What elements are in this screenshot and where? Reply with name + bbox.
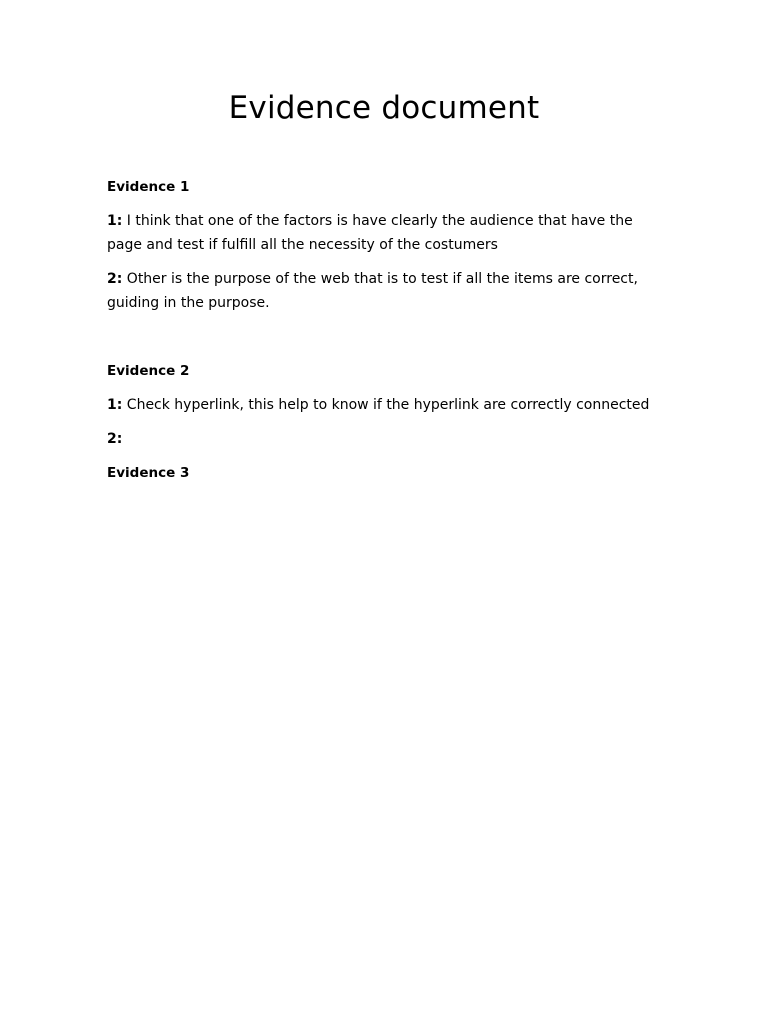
- evidence-1-item-1-text-1: I think that one of the factors is have clearly the audience that have the: [122, 213, 633, 229]
- evidence-2-item-2-number: 2:: [107, 431, 123, 447]
- evidence-2-item-1: [107, 393, 667, 417]
- evidence-1-item-2: [107, 267, 667, 315]
- evidence-2-item-1-number: 1:: [107, 397, 123, 413]
- evidence-3-heading: Evidence 3: [107, 465, 190, 481]
- evidence-1-item-1-line-2: page and test if fulfill all the necessity of the costumers: [107, 237, 498, 253]
- evidence-1-item-2-line-1: [107, 267, 667, 291]
- evidence-1-item-1-line-1: [107, 209, 667, 233]
- evidence-2-item-2-line-1: [107, 427, 667, 451]
- evidence-1-item-2-text-1: Other is the purpose of the web that is to test if all the items are correct,: [122, 271, 638, 287]
- evidence-1-item-2-line-2: guiding in the purpose.: [107, 295, 270, 311]
- evidence-2-item-2: [107, 427, 667, 451]
- evidence-1-item-1-number: 1:: [107, 213, 123, 229]
- evidence-1-item-1: [107, 209, 667, 257]
- evidence-1-item-2-number: 2:: [107, 271, 123, 287]
- evidence-2-heading: Evidence 2: [107, 363, 190, 379]
- document-title: Evidence document: [228, 90, 540, 126]
- evidence-2-item-1-text-1: Check hyperlink, this help to know if the hyperlink are correctly connected: [122, 397, 650, 413]
- evidence-2-item-1-line-1: [107, 393, 667, 417]
- evidence-1-heading: Evidence 1: [107, 179, 190, 195]
